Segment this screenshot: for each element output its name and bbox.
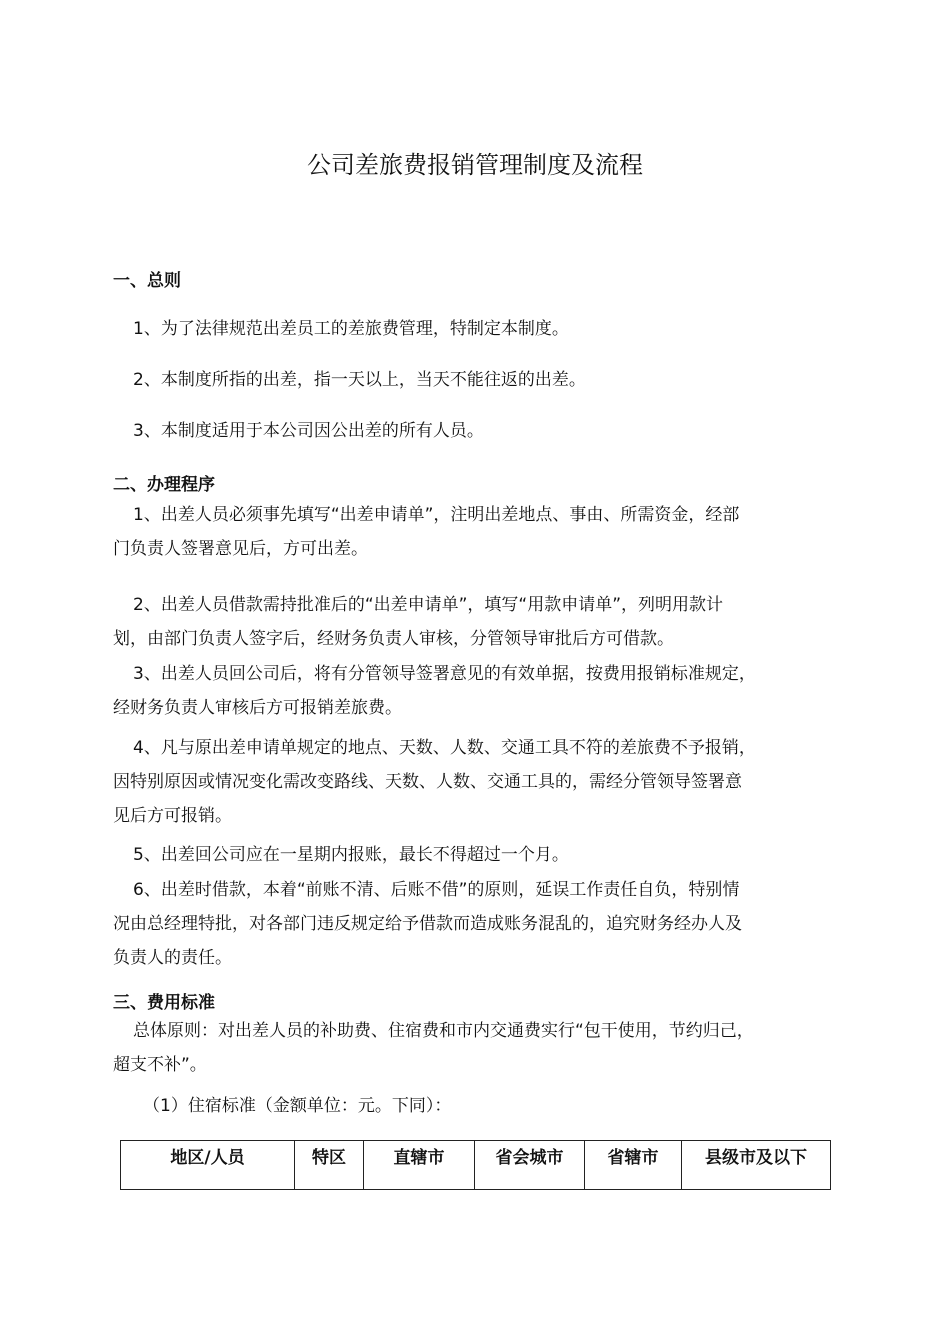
text-line: 4、凡与原出差申请单规定的地点、天数、人数、交通工具不符的差旅费不予报销， [133,738,756,758]
table-header-row [121,1141,831,1190]
section-heading-standards: 三、费用标准 [113,993,215,1013]
general-principle [113,1014,838,1082]
table-header-cell: 地区/人员 [121,1141,295,1190]
table-header-cell: 特区 [295,1141,364,1190]
table-header-cell: 省辖市 [585,1141,682,1190]
procedure-item-1 [113,498,838,566]
lodging-standard-caption: （1）住宿标准（金额单位：元。下同）： [143,1096,452,1116]
procedure-item-2 [113,588,838,656]
document-title: 公司差旅费报销管理制度及流程 [307,151,643,179]
general-item-1: 1、为了法律规范出差员工的差旅费管理，特制定本制度。 [133,319,569,339]
text-line: 1、出差人员必须事先填写“出差申请单”，注明出差地点、事由、所需资金，经部 [133,505,740,525]
table-header-cell: 省会城市 [475,1141,585,1190]
procedure-item-4 [113,731,838,833]
text-line: 超支不补”。 [113,1055,207,1075]
text-line: 因特别原因或情况变化需改变路线、天数、人数、交通工具的，需经分管领导签署意 [113,772,742,792]
text-line: 况由总经理特批，对各部门违反规定给予借款而造成账务混乱的，追究财务经办人及 [113,914,742,934]
text-line: 3、出差人员回公司后，将有分管领导签署意见的有效单据，按费用报销标准规定， [133,664,756,684]
text-line: 门负责人签署意见后，方可出差。 [113,539,368,559]
general-item-3: 3、本制度适用于本公司因公出差的所有人员。 [133,421,484,441]
text-line: 2、出差人员借款需持批准后的“出差申请单”，填写“用款申请单”，列明用款计 [133,595,724,615]
text-line: 见后方可报销。 [113,806,232,826]
procedure-item-5 [113,838,838,872]
text-line: 5、出差回公司应在一星期内报账，最长不得超过一个月。 [133,845,569,865]
procedure-item-3 [113,657,838,725]
section-heading-procedure: 二、办理程序 [113,475,215,495]
text-line: 6、出差时借款，本着“前账不清、后账不借”的原则，延误工作责任自负，特别情 [133,880,740,900]
table-header-cell: 直辖市 [364,1141,475,1190]
lodging-standard-table [120,1140,831,1190]
procedure-item-6 [113,873,838,975]
text-line: 经财务负责人审核后方可报销差旅费。 [113,698,402,718]
text-line: 总体原则：对出差人员的补助费、住宿费和市内交通费实行“包干使用，节约归己， [133,1021,754,1041]
text-line: 划，由部门负责人签字后，经财务负责人审核，分管领导审批后方可借款。 [113,629,674,649]
table-header-cell: 县级市及以下 [682,1141,831,1190]
section-heading-general: 一、总则 [113,271,181,291]
text-line: 负责人的责任。 [113,948,232,968]
general-item-2: 2、本制度所指的出差，指一天以上，当天不能往返的出差。 [133,370,586,390]
